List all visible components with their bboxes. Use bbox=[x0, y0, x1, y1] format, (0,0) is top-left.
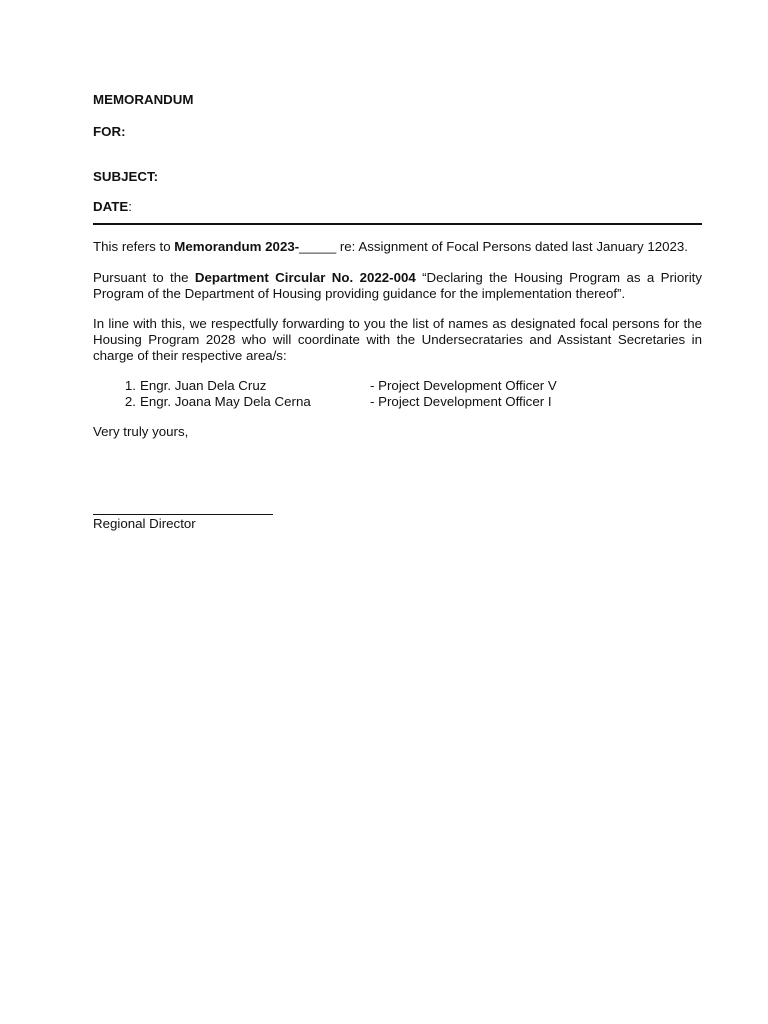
paragraph-forwarding: In line with this, we respectfully forwarding to you the list of names as designated focal persons for the Housing Program 2028 who will coordinate with the Undersecrataries and Assistant Secretaries in charge of their respective area/s: bbox=[93, 316, 702, 363]
header-divider bbox=[93, 223, 702, 225]
person-position: - Project Development Officer V bbox=[370, 377, 557, 393]
memo-heading: MEMORANDUM bbox=[93, 92, 194, 107]
closing-line: Very truly yours, bbox=[93, 423, 189, 439]
focal-persons-list bbox=[93, 378, 702, 410]
list-number: 1. bbox=[124, 377, 136, 393]
for-label: FOR: bbox=[93, 124, 126, 139]
p2-text-start: Pursuant to the bbox=[93, 269, 195, 285]
date-line bbox=[93, 199, 702, 215]
paragraph-circular bbox=[93, 270, 702, 302]
list-item bbox=[93, 378, 702, 394]
memo-content bbox=[93, 92, 702, 531]
signatory-title: Regional Director bbox=[93, 515, 196, 531]
signature-line bbox=[93, 514, 273, 515]
p2-text-end: “Declaring the Housing Program as a Priority Program of the Department of Housing providing guidance for the implementation thereof”. bbox=[93, 269, 702, 301]
circular-ref: Department Circular No. 2022-004 bbox=[194, 269, 416, 285]
person-name: Engr. Joana May Dela Cerna bbox=[140, 393, 311, 409]
list-item bbox=[93, 394, 702, 410]
subject-label: SUBJECT: bbox=[93, 169, 159, 184]
person-name: Engr. Juan Dela Cruz bbox=[140, 377, 267, 393]
memo-number-ref: Memorandum 2023- bbox=[174, 239, 300, 254]
paragraph-reference bbox=[93, 239, 702, 255]
date-label: DATE bbox=[93, 199, 129, 214]
person-position: - Project Development Officer I bbox=[370, 393, 552, 409]
p1-text-start: This refers to bbox=[93, 239, 175, 254]
list-number: 2. bbox=[124, 393, 136, 409]
date-colon: : bbox=[128, 199, 132, 214]
p1-text-end: re: Assignment of Focal Persons dated last January 12023. bbox=[336, 239, 688, 254]
memo-number-blank: _____ bbox=[299, 239, 337, 254]
